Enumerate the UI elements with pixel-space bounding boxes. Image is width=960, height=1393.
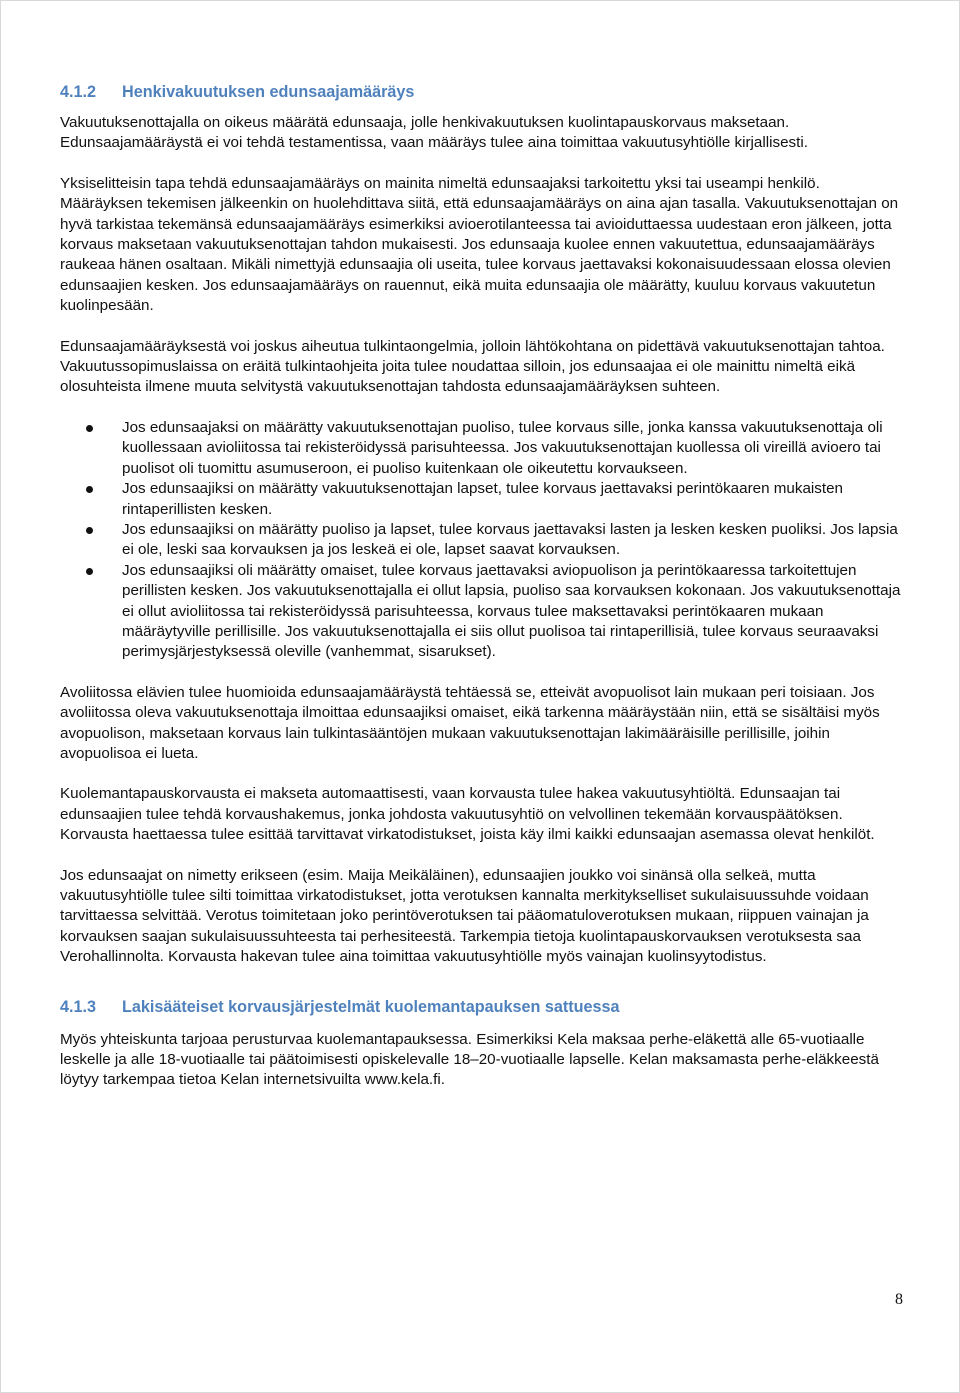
list-item-text: Jos edunsaajaksi on määrätty vakuutuksenottajan puoliso, tulee korvaus sille, jonka kanssa vakuutuksenottaja oli kuollessaan avioliitossa tai rekisteröidyssä parisuhteessa. Jos vakuutuksenottajan kuollessa oli vireillä avioero tai puolisot oli tuomittu asumuseroon, ei puoliso kuitenkaan ole oikeutettu korvaukseen. [122, 418, 883, 477]
section-number: 4.1.2 [60, 83, 97, 101]
list-item [60, 561, 902, 663]
page-content [60, 81, 902, 1091]
paragraph: Avoliitossa elävien tulee huomioida edunsaajamääräystä tehtäessä se, etteivät avopuolisot lain mukaan peri toisiaan. Jos avoliitossa oleva vakuutuksenottaja ilmoittaa edunsaajiksi omaiset, eikä tarkenna määräystään niin, että se sisältäisi myös avopuolison, maksetaan korvaus lain tulkintasääntöjen mukaan vakuutuksenottajan lakimääräisille perillisille, joihin avopuolisoa ei lueta. [60, 683, 880, 762]
bullet-icon [86, 527, 93, 534]
section-heading-4-1-2 [60, 81, 902, 103]
bullet-icon [86, 425, 93, 432]
section-title: Henkivakuutuksen edunsaajamääräys [122, 83, 415, 101]
list-item-text: Jos edunsaajiksi oli määrätty omaiset, tulee korvaus jaettavaksi aviopuolison ja perintökaaressa tarkoitettujen perillisten kesken. Jos vakuutuksenottajalla ei ollut lapsia, puoliso saa korvauksen kokonaan. Jos vakuutuksenottaja ei ollut avioliitossa tai rekisteröidyssä parisuhteessa, korvaus tulee maksettavaksi perintökaaren mukaan määräytyville perillisille. Jos vakuutuksenottajalla ei siis ollut puolisoa tai rintaperillisiä, tulee korvaus seuraavaksi perimysjärjestyksessä oleville (vanhemmat, sisarukset). [122, 561, 901, 661]
list-item-text: Jos edunsaajiksi on määrätty vakuutuksenottajan lapset, tulee korvaus jaettavaksi perintökaaren mukaisten rintaperillisten kesken. [122, 480, 843, 518]
list-item-text: Jos edunsaajiksi on määrätty puoliso ja lapset, tulee korvaus jaettavaksi lasten ja lesken kesken puoliksi. Jos lapsia ei ole, leski saa korvauksen ja jos leskeä ei ole, lapset saavat korvauksen. [122, 520, 898, 559]
section-heading-4-1-3 [60, 996, 902, 1018]
paragraph: Myös yhteiskunta tarjoaa perusturvaa kuolemantapauksessa. Esimerkiksi Kela maksaa perhe-eläkettä alle 65-vuotiaalle leskelle ja alle 18-vuotiaalle tai päätoimisesti opiskelevalle 18–20-vuotiaalle lapselle. Kelan maksamasta perhe-eläkkeestä löytyy tarkempaa tietoa Kelan internetsivuilta www.kela.fi. [60, 1030, 879, 1089]
section-title: Lakisääteiset korvausjärjestelmät kuolemantapauksen sattuessa [122, 997, 620, 1016]
list-item [60, 418, 902, 479]
paragraph: Edunsaajamääräyksestä voi joskus aiheutua tulkintaongelmia, jolloin lähtökohtana on pidettävä vakuutuksenottajan tahtoa. Vakuutussopimuslaissa on eräitä tulkintaohjeita joita tulee noudattaa silloin, jos edunsaajaa ei ole mainittu nimeltä eikä olosuhteista ilmene muuta selvitystä vakuutuksenottajan tahdosta edunsaajamääräyksen suhteen. [60, 337, 885, 396]
list-item [60, 520, 902, 561]
list-item [60, 479, 902, 520]
page-number: 8 [895, 1291, 903, 1308]
bullet-icon [86, 568, 93, 575]
bullet-list [60, 418, 902, 663]
paragraph: Yksiselitteisin tapa tehdä edunsaajamääräys on mainita nimeltä edunsaajaksi tarkoitettu yksi tai useampi henkilö. Määräyksen tekemisen jälkeenkin on huolehdittava siitä, että edunsaajamääräys on aina ajan tasalla. Vakuutuksenottajan on hyvä tarkistaa tekemänsä edunsaajamääräys esimerkiksi avioerotilanteessa tai avioiduttaessa uudestaan eron jälkeen, jotta korvaus maksetaan vakuutuksenottajan tahdon mukaisesti. Jos edunsaaja kuolee ennen vakuutettua, edunsaajamääräys raukeaa hänen osaltaan. Mikäli nimettyjä edunsaajia oli useita, tulee korvaus jaettavaksi kokonaisuudessaan elossa olevien edunsaajien kesken. Jos edunsaajamääräys on rauennut, eikä muita edunsaajia ole määrätty, kuuluu korvaus vakuutetun kuolinpesään. [60, 174, 899, 315]
paragraph: Jos edunsaajat on nimetty erikseen (esim. Maija Meikäläinen), edunsaajien joukko voi sinänsä olla selkeä, mutta vakuutusyhtiölle tulee silti toimittaa virkatodistukset, jotta verotuksen kannalta merkitykselliset sukulaisuussuhde voidaan tarvittaessa selvittää. Verotus toimitetaan joko perintöverotuksen tai pääomatuloverotuksen mukaan, riippuen vainajan ja korvauksen saajan sukulaisuussuhteesta tai perhesiteestä. Tarkempia tietoja kuolintapauskorvauksen verotuksesta saa Verohallinnolta. Korvausta hakevan tulee aina toimittaa vakuutusyhtiölle myös vainajan kuolinsyytodistus. [60, 866, 869, 966]
paragraph: Vakuutuksenottajalla on oikeus määrätä edunsaaja, jolle henkivakuutuksen kuolintapauskorvaus maksetaan. Edunsaajamääräystä ei voi tehdä testamentissa, vaan määräys tulee aina toimittaa vakuutusyhtiölle kirjallisesti. [60, 114, 808, 152]
bullet-icon [86, 486, 93, 493]
section-number: 4.1.3 [60, 997, 97, 1016]
paragraph: Kuolemantapauskorvausta ei makseta automaattisesti, vaan korvausta tulee hakea vakuutusyhtiöltä. Edunsaajan tai edunsaajien tulee tehdä korvaushakemus, jonka johdosta vakuutusyhtiö on velvollinen tekemään korvauspäätöksen. Korvausta haettaessa tulee esittää tarvittavat virkatodistukset, joista käy ilmi kaikki edunsaajan asemassa olevat henkilöt. [60, 785, 875, 844]
